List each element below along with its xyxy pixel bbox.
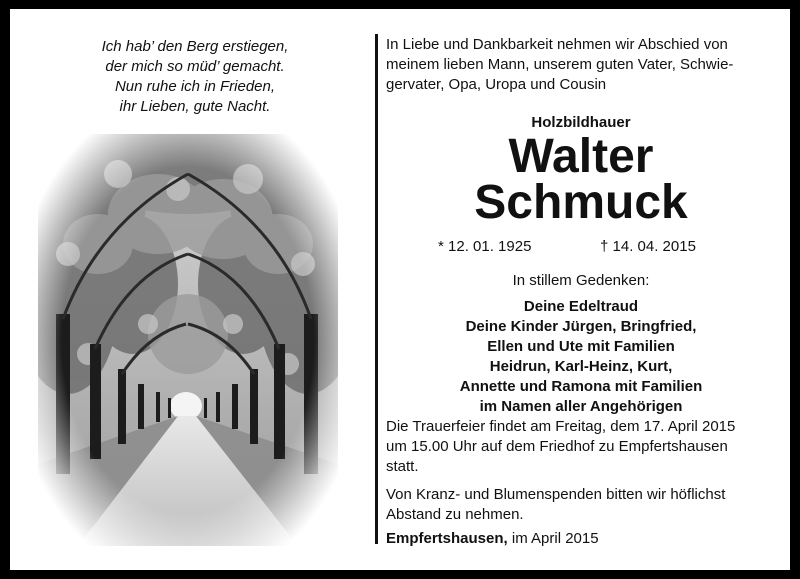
mourner-line: Deine Kinder Jürgen, Bringfried, [465,318,697,335]
intro-line: meinem lieben Mann, unserem guten Vater, Schwie- [386,56,734,73]
mourner-line: Ellen und Ute mit Familien [487,338,675,355]
funeral-info [386,417,776,477]
flowers-line: Von Kranz- und Blumenspenden bitten wir höflichst [386,486,726,503]
flowers-note [386,485,776,525]
mourner-line: Annette und Ramona mit Familien [459,378,703,395]
death-date: † 14. 04. 2015 [600,238,696,255]
memory-line: In stillem Gedenken: [512,272,650,289]
poem-line: der mich so müd’ gemacht. [105,58,285,75]
intro-line: gervater, Opa, Uropa und Cousin [386,76,607,93]
funeral-line: statt. [386,458,419,475]
funeral-line: um 15.00 Uhr auf dem Friedhof zu Empfertshausen [386,438,728,455]
mourner-line: Heidrun, Karl-Heinz, Kurt, [489,358,673,375]
mourner-line: Deine Edeltraud [523,298,639,315]
mourner-line: im Namen aller Angehörigen [479,398,683,415]
birth-date: * 12. 01. 1925 [438,238,532,255]
vertical-divider [375,34,378,544]
poem [50,37,340,117]
place-name: Empfertshausen, [386,530,508,547]
flowers-line: Abstand zu nehmen. [386,506,524,523]
funeral-line: Die Trauerfeier findet am Freitag, dem 17. April 2015 [386,418,736,435]
mourners-list [386,297,776,417]
place-and-date [386,529,776,549]
poem-line: ihr Lieben, gute Nacht. [119,98,271,115]
poem-line: Ich hab’ den Berg erstiegen, [101,38,289,55]
obituary-text [386,35,776,547]
intro-text [386,35,776,95]
deceased-last-name: Schmuck [474,176,688,229]
intro-line: In Liebe und Dankbarkeit nehmen wir Abschied von [386,36,728,53]
deceased-first-name: Walter [508,130,654,183]
tree-avenue-photo [38,134,338,546]
obituary-notice [10,9,790,570]
poem-line: Nun ruhe ich in Frieden, [114,78,276,95]
place-date: im April 2015 [507,530,599,547]
occupation: Holzbildhauer [531,114,631,131]
